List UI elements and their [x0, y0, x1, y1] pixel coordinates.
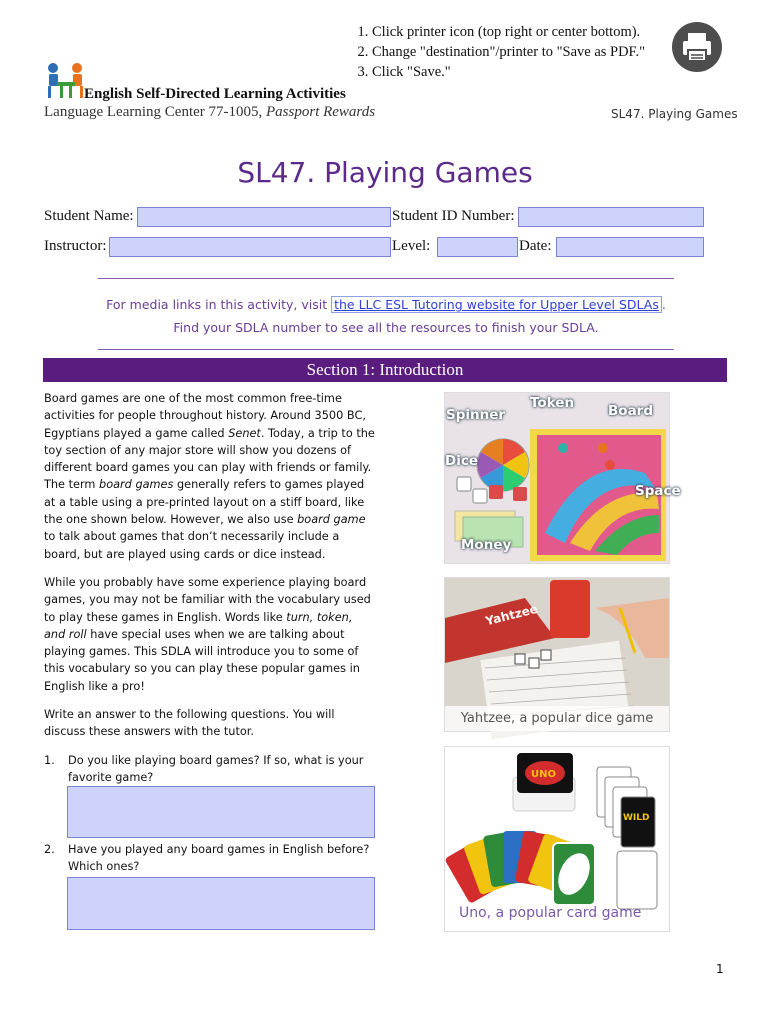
section-heading: Section 1: Introduction	[43, 358, 727, 382]
printer-icon	[672, 22, 722, 72]
label-money: Money	[461, 537, 512, 553]
intro-paragraph-2: While you probably have some experience playing board games, you may not be familiar with the vocabulary used to play these games in English. Words like turn, token, and roll have special uses when we are talking about playing games. This SDLA will introduce you to some of this vocabulary so you can play these popular games in English like a pro!	[44, 576, 371, 693]
intro-paragraph-3: Write an answer to the following questions. You will discuss these answers with the tutor.	[44, 708, 335, 739]
instructor-field[interactable]	[109, 237, 391, 257]
answer-field-1[interactable]	[67, 786, 375, 838]
header-subtitle: Language Learning Center 77-1005, Passport Rewards	[44, 104, 376, 120]
uno-wild-text: WILD	[623, 813, 650, 823]
yahtzee-box-text: Yahtzee	[484, 601, 540, 629]
instruction-item: 1. Click printer icon (top right or center bottom).	[372, 22, 645, 42]
print-button[interactable]	[672, 22, 722, 72]
label-spinner: Spinner	[446, 407, 506, 423]
question-text: Do you like playing board games? If so, what is your favorite game?	[68, 754, 364, 785]
uno-cards-illustration	[445, 747, 669, 931]
instructor-label: Instructor:	[44, 238, 107, 254]
uno-logo-text: UNO	[531, 769, 556, 780]
page-number: 1	[716, 962, 724, 976]
label-space: Space	[635, 483, 681, 499]
label-board: Board	[608, 403, 653, 419]
date-field[interactable]	[556, 237, 704, 257]
label-dice: Dice	[445, 453, 478, 469]
level-label: Level:	[392, 238, 431, 254]
header-title: English Self-Directed Learning Activities	[84, 86, 346, 102]
uno-image	[444, 746, 670, 932]
page-title: SL47. Playing Games	[237, 156, 533, 189]
uno-caption: Uno, a popular card game	[459, 905, 642, 921]
label-token: Token	[530, 395, 575, 411]
question-number: 1.	[44, 754, 55, 767]
student-name-field[interactable]	[137, 207, 391, 227]
question-text: Have you played any board games in English before? Which ones?	[68, 843, 370, 874]
answer-field-2[interactable]	[67, 877, 375, 930]
media-links-note: For media links in this activity, visit the LLC ESL Tutoring website for Upper Level SDLAs . Find your SDLA number to see all the resources to finish your SDLA.	[106, 297, 666, 335]
llc-esl-tutoring-link[interactable]: the LLC ESL Tutoring website for Upper Level SDLAs	[331, 296, 662, 313]
divider	[98, 349, 674, 350]
date-label: Date:	[519, 238, 552, 254]
intro-paragraph-1: Board games are one of the most common free-time activities for people throughout history. Around 3500 BC, Egyptians played a game called Senet. Today, a trip to the toy section of any major store will show you dozens of different board games you can play with friends or family. The term board games generally refers to games played at a table using a pre-printed layout on a stiff board, like the one shown below. However, we also use board game to talk about games that don’t necessarily include a board, but are played using cards or dice instead.	[44, 392, 375, 561]
print-instructions	[350, 22, 645, 82]
divider	[98, 278, 674, 279]
student-id-field[interactable]	[518, 207, 704, 227]
header-sdla-label: SL47. Playing Games	[611, 107, 738, 121]
student-id-label: Student ID Number:	[392, 208, 515, 224]
level-field[interactable]	[437, 237, 518, 257]
yahtzee-caption: Yahtzee, a popular dice game	[445, 706, 669, 731]
student-name-label: Student Name:	[44, 208, 134, 224]
yahtzee-image	[444, 577, 670, 732]
instruction-item: 3. Click "Save."	[372, 62, 645, 82]
instruction-item: 2. Change "destination"/printer to "Save as PDF."	[372, 42, 645, 62]
question-number: 2.	[44, 843, 55, 856]
board-game-image	[444, 392, 681, 564]
